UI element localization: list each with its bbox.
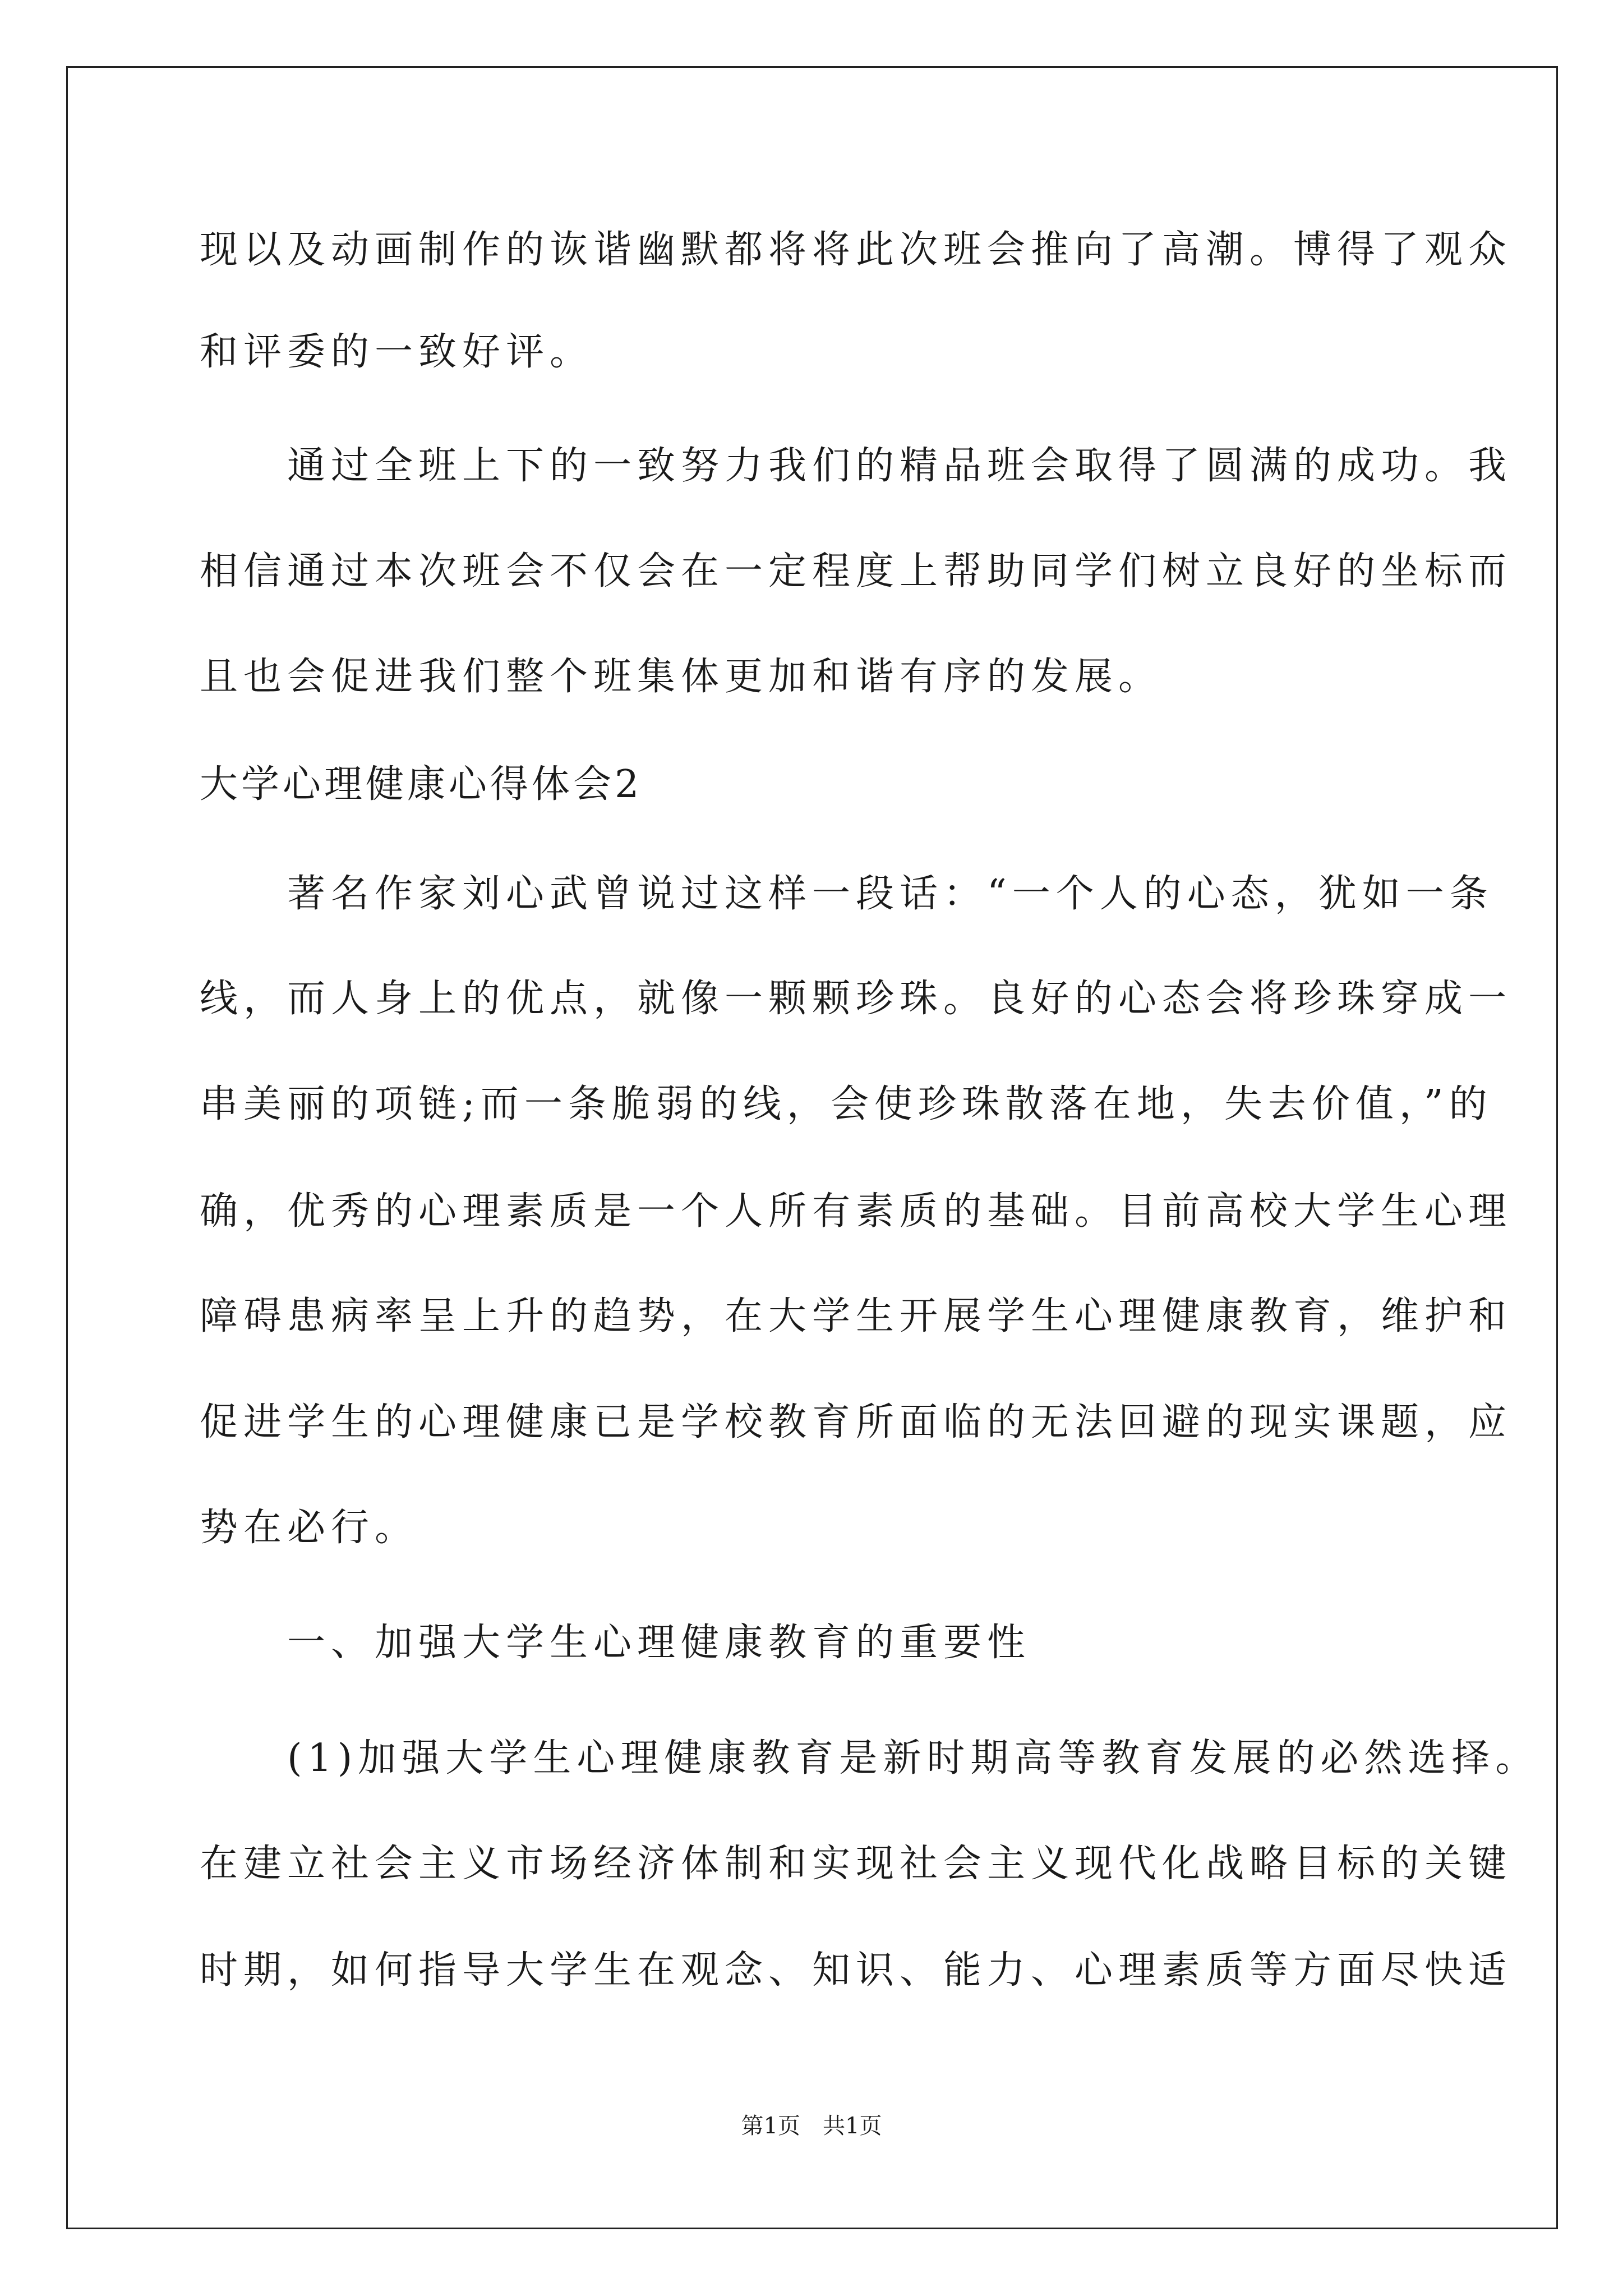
- text-line: 促进学生的心理健康已是学校教育所面临的无法回避的现实课题，应: [200, 1400, 1513, 1444]
- page-border: [66, 66, 1558, 2229]
- text-line: 线，而人身上的优点，就像一颗颗珍珠。良好的心态会将珍珠穿成一: [200, 977, 1513, 1021]
- text-line: 现以及动画制作的诙谐幽默都将将此次班会推向了高潮。博得了观众: [200, 228, 1513, 272]
- section-heading: 大学心理健康心得体会2: [200, 762, 643, 807]
- text-line: 确，优秀的心理素质是一个人所有素质的基础。目前高校大学生心理: [200, 1189, 1513, 1234]
- text-line: 一、加强大学生心理健康教育的重要性: [200, 1621, 1031, 1665]
- page-number-total: 共1页: [823, 2113, 882, 2139]
- text-line: 且也会促进我们整个班集体更加和谐有序的发展。: [200, 655, 1163, 699]
- text-line: 时期，如何指导大学生在观念、知识、能力、心理素质等方面尽快适: [200, 1948, 1513, 1993]
- text-line: 势在必行。: [200, 1506, 419, 1550]
- text-line: 著名作家刘心武曾说过这样一段话：“一个人的心态，犹如一条: [200, 872, 1493, 916]
- text-line: 在建立社会主义市场经济体制和实现社会主义现代化战略目标的关键: [200, 1842, 1513, 1886]
- text-line: 通过全班上下的一致努力我们的精品班会取得了圆满的成功。我: [200, 444, 1513, 488]
- text-line: 障碍患病率呈上升的趋势，在大学生开展学生心理健康教育，维护和: [200, 1294, 1513, 1338]
- text-line: (1)加强大学生心理健康教育是新时期高等教育发展的必然选择。: [200, 1736, 1539, 1780]
- page-footer: [0, 2115, 1623, 2137]
- text-line: 串美丽的项链;而一条脆弱的线，会使珍珠散落在地，失去价值，”的: [200, 1082, 1493, 1126]
- page-number-current: 第1页: [741, 2113, 800, 2139]
- text-line: 和评委的一致好评。: [200, 330, 594, 374]
- text-line: 相信通过本次班会不仅会在一定程度上帮助同学们树立良好的坐标而: [200, 549, 1513, 593]
